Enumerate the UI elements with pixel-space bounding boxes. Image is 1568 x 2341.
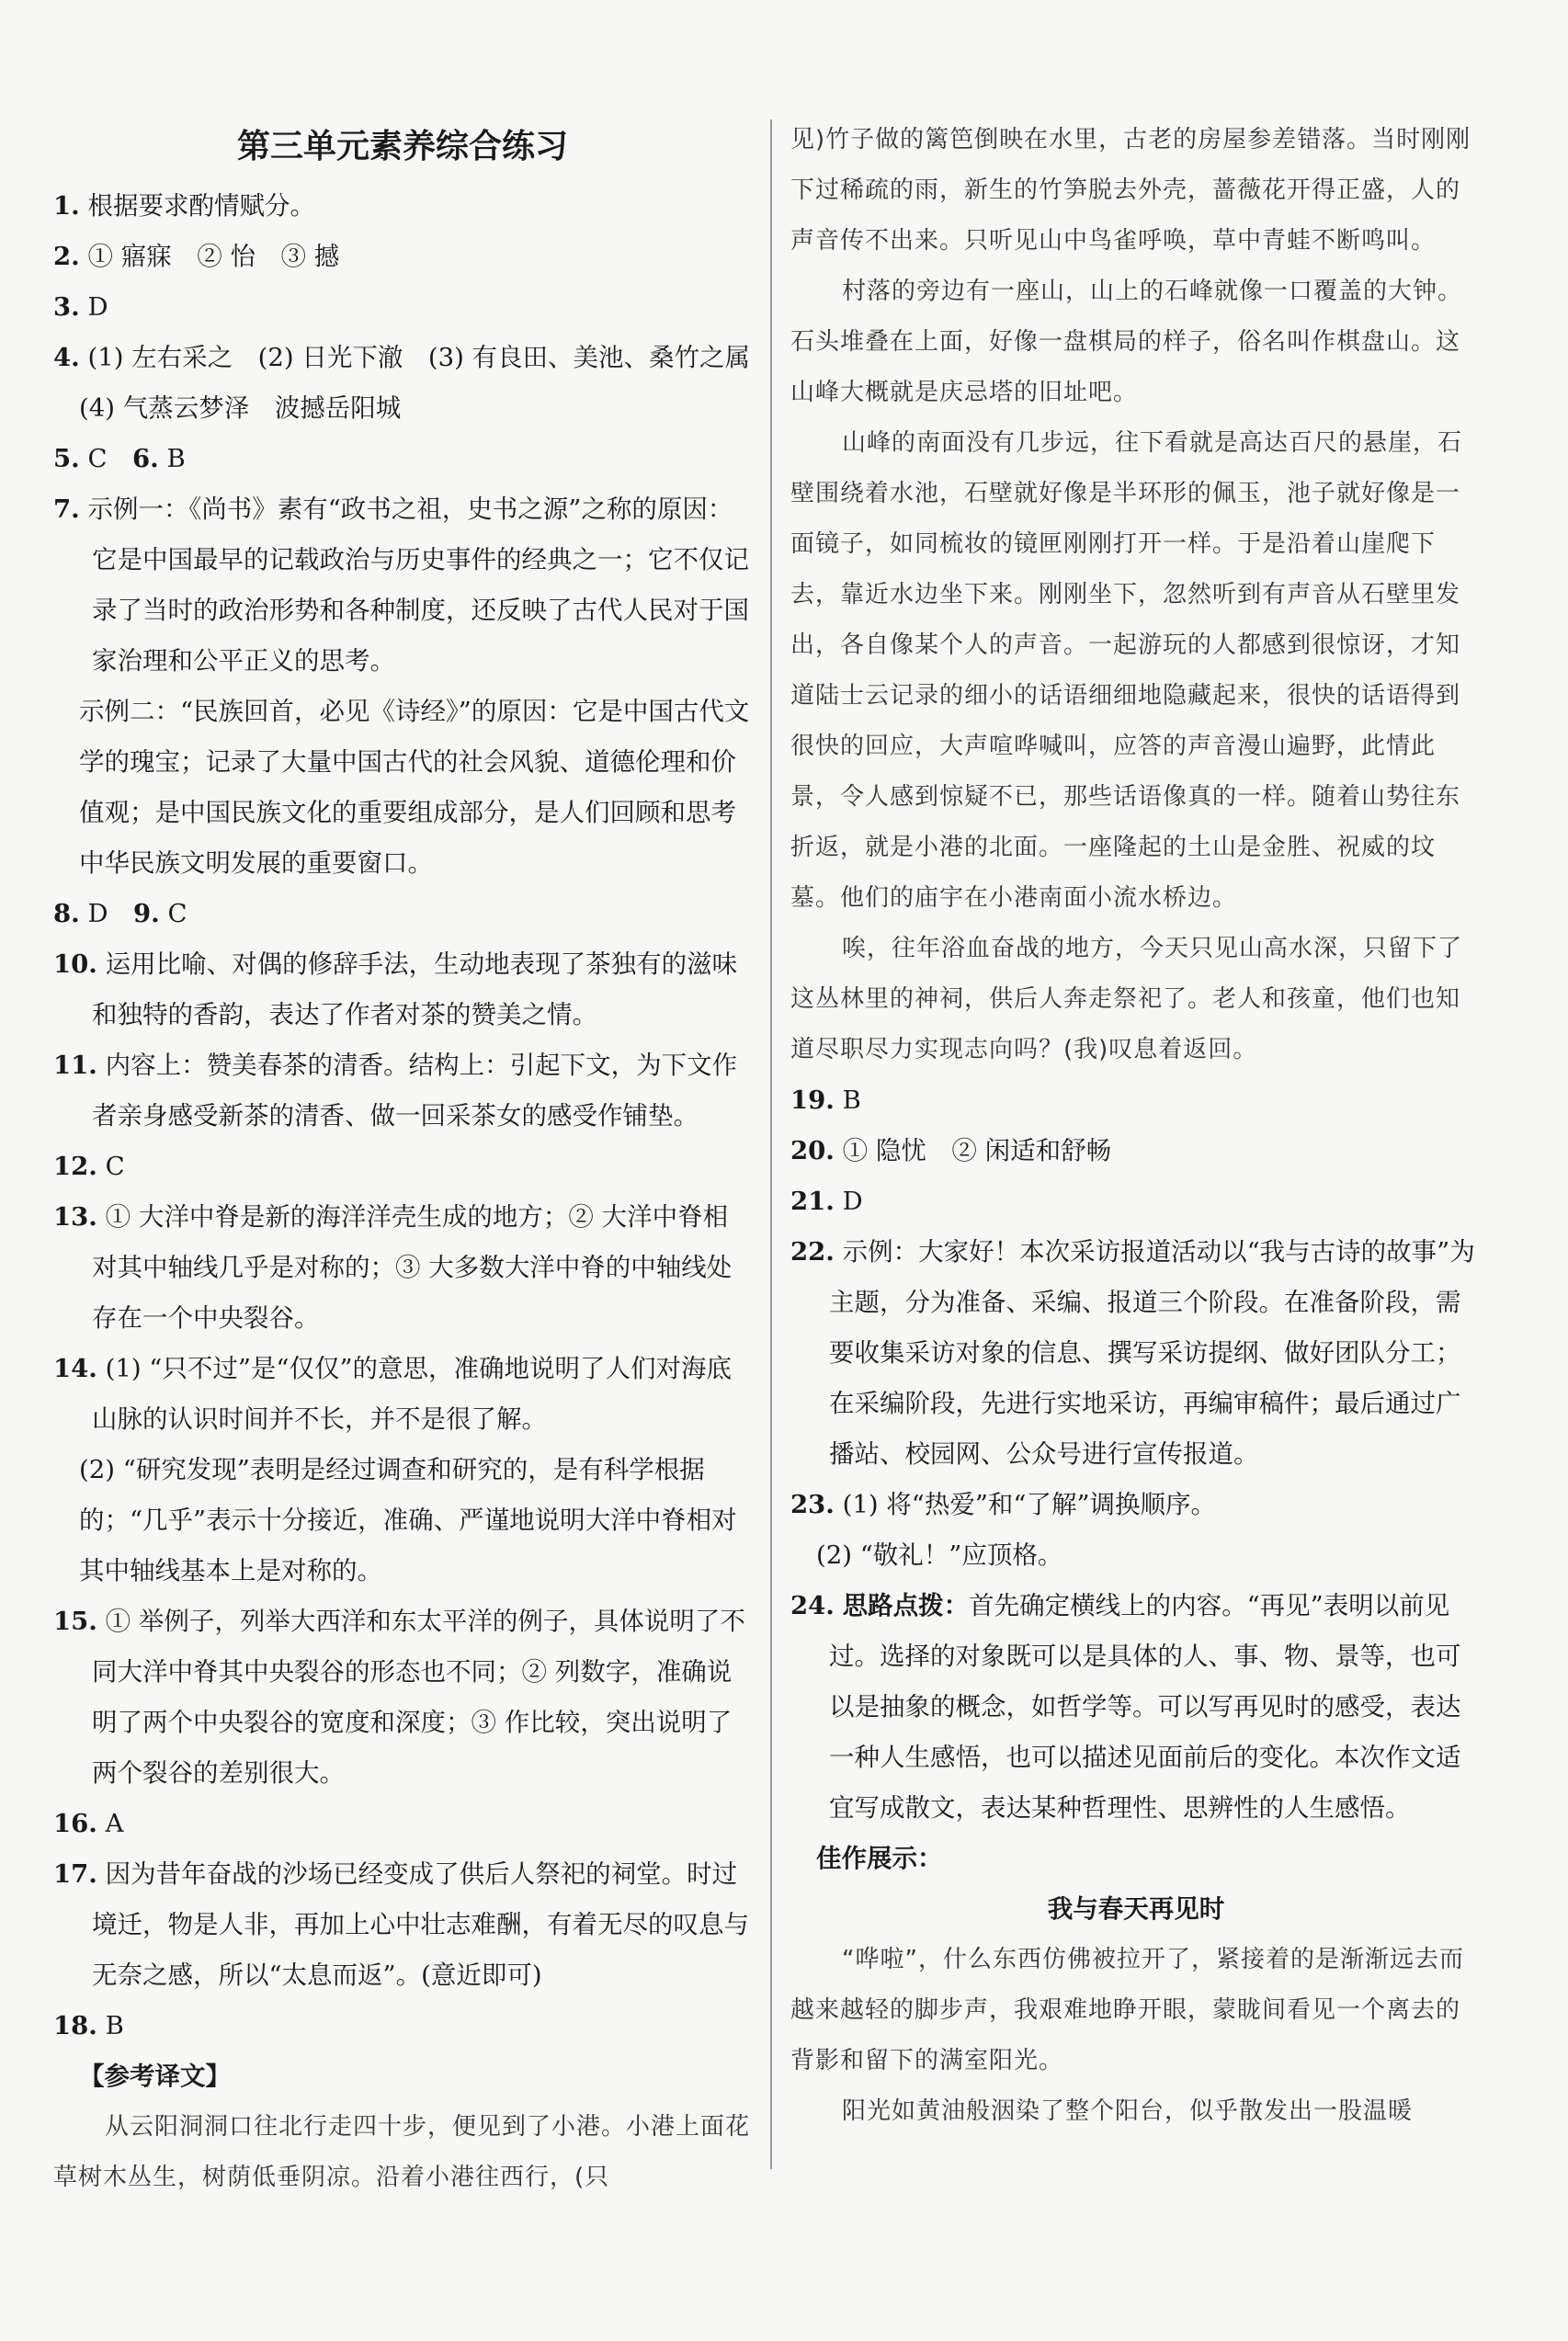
answer-14-part-2: (2) “研究发现”表明是经过调查和研究的，是有科学根据的；“几乎”表示十分接近，准确、严谨地说明大洋中脊相对其中轴线基本上是对称的。: [79, 1455, 737, 1585]
translation-continued: 见)竹子做的篱笆倒映在水里，古老的房屋参差错落。当时刚刚下过稀疏的雨，新生的竹笋脱去外壳，蔷薇花开得正盛，人的声音传不出来。只听见山中鸟雀呼唤，草中青蛙不断鸣叫。: [790, 126, 1471, 255]
answer-24: 24. 思路点拨：首先确定横线上的内容。“再见”表明以前见过。选择的对象既可以是具体的人、事、物、景等，也可以是抽象的概念，如哲学等。可以写再见时的感受，表达一种人生感悟，也可以描述见面前后的变化。本次作文适宜写成散文，表达某种哲理性、思辨性的人生感悟。: [790, 1591, 1461, 1823]
showcase-label: 佳作展示：: [816, 1844, 943, 1873]
answer-16: 16. A: [53, 1809, 124, 1838]
answer-13: 13. ① 大洋中脊是新的海洋洋壳生成的地方；② 大洋中脊相对其中轴线几乎是对称的；③ 大多数大洋中脊的中轴线处存在一个中央裂谷。: [53, 1202, 733, 1333]
answer-number: 15.: [53, 1607, 97, 1636]
answer-number: 24.: [790, 1591, 835, 1620]
answer-number: 4.: [53, 343, 80, 372]
answer-20: 20. ① 隐忧 ② 闲适和舒畅: [790, 1136, 1112, 1165]
answer-number: 3.: [53, 292, 80, 322]
answer-21: 21. D: [790, 1187, 863, 1216]
answer-number: 1.: [53, 191, 80, 221]
answer-22: 22. 示例：大家好！本次采访报道活动以“我与古诗的故事”为主题，分为准备、采编、报道三个阶段。在准备阶段，需要收集采访对象的信息、撰写采访提纲、做好团队分工；在采编阶段，先进行实地采访，再编审稿件；最后通过广播站、校园网、公众号进行宣传报道。: [790, 1237, 1475, 1469]
translation-paragraph-3: 山峰的南面没有几步远，往下看就是高达百尺的悬崖，石壁围绕着水池，石壁就好像是半环形的佩玉，池子就好像是一面镜子，如同梳妆的镜匣刚刚打开一样。于是沿着山崖爬下去，靠近水边坐下来。刚刚坐下，忽然听到有声音从石壁里发出，各自像某个人的声音。一起游玩的人都感到很惊讶，才知道陆士云记录的细小的话语细细地隐藏起来，很快的话语得到很快的回应，大声喧哗喊叫，应答的声音漫山遍野，此情此景，令人感到惊疑不已，那些话语像真的一样。随着山势往东折返，就是小港的北面。一座隆起的土山是金胜、祝威的坟墓。他们的庙宇在小港南面小流水桥边。: [790, 429, 1463, 912]
answer-number: 18.: [53, 2011, 97, 2040]
essay-paragraph-1: “哗啦”，什么东西仿佛被拉开了，紧接着的是渐渐远去而越来越轻的脚步声，我艰难地睁开眼，蒙眬间看见一个离去的背影和留下的满室阳光。: [790, 1946, 1464, 2074]
answer-1: 1. 根据要求酌情赋分。: [53, 191, 315, 221]
essay-title: 我与春天再见时: [1047, 1894, 1225, 1924]
answer-number: 11.: [53, 1051, 97, 1080]
answer-number: 10.: [53, 949, 97, 979]
column-divider: [770, 119, 772, 2169]
answer-number: 16.: [53, 1809, 97, 1838]
answer-7-example-2: 示例二：“民族回首，必见《诗经》”的原因：它是中国古代文学的瑰宝；记录了大量中国古代的社会风貌、道德伦理和价值观；是中国民族文化的重要组成部分，是人们回顾和思考中华民族文明发展的重要窗口。: [79, 697, 750, 878]
translation-paragraph-1: 从云阳洞洞口往北行走四十步，便见到了小港。小港上面花草树木丛生，树荫低垂阴凉。沿着小港往西行，(只: [53, 2113, 751, 2191]
answer-7: 7. 示例一：《尚书》素有“政书之祖，史书之源”之称的原因：它是中国最早的记载政治与历史事件的经典之一；它不仅记录了当时的政治形势和各种制度，还反映了古代人民对于国家治理和公平正义的思考。: [53, 494, 749, 676]
answer-8-9: 8. D 9. C: [53, 899, 187, 928]
answer-number: 23.: [790, 1490, 835, 1519]
answer-2: 2. ① 寤寐 ② 怡 ③ 撼: [53, 242, 340, 271]
answer-3: 3. D: [53, 292, 108, 322]
left-column: [53, 115, 752, 2203]
hint-label: 思路点拨：: [842, 1591, 970, 1620]
essay-paragraph-2: 阳光如黄油般洇染了整个阳台，似乎散发出一股温暖: [842, 2097, 1414, 2125]
answer-number: 7.: [53, 494, 80, 524]
answer-number: 14.: [53, 1354, 97, 1383]
answer-19: 19. B: [790, 1085, 861, 1115]
answer-14: 14. (1) “只不过”是“仅仅”的意思，准确地说明了人们对海底山脉的认识时间并不长，并不是很了解。: [53, 1354, 733, 1434]
answer-number: 2.: [53, 242, 80, 271]
answer-10: 10. 运用比喻、对偶的修辞手法，生动地表现了茶独有的滋味和独特的香韵，表达了作者对茶的赞美之情。: [53, 949, 738, 1029]
answer-number: 22.: [790, 1237, 835, 1267]
answer-23: 23. (1) 将“热爱”和“了解”调换顺序。: [790, 1490, 1217, 1519]
answer-5-6: 5. C 6. B: [53, 444, 186, 473]
answer-number: 17.: [53, 1859, 97, 1889]
translation-paragraph-2: 村落的旁边有一座山，山上的石峰就像一口覆盖的大钟。石头堆叠在上面，好像一盘棋局的样子，俗名叫作棋盘山。这山峰大概就是庆忌塔的旧址吧。: [790, 278, 1463, 406]
right-column: [790, 115, 1482, 2137]
answer-number: 20.: [790, 1136, 835, 1165]
answer-number: 19.: [790, 1085, 835, 1115]
answer-15: 15. ① 举例子，列举大西洋和东太平洋的例子，具体说明了不同大洋中脊其中央裂谷的形态也不同；② 列数字，准确说明了两个中央裂谷的宽度和深度；③ 作比较，突出说明了两个裂谷的差别很大。: [53, 1607, 745, 1788]
answer-number: 21.: [790, 1187, 835, 1216]
translation-paragraph-4: 唉，往年浴血奋战的地方，今天只见山高水深，只留下了这丛林里的神祠，供后人奔走祭祀了。老人和孩童，他们也知道尽职尽力实现志向吗？(我)叹息着返回。: [790, 935, 1463, 1063]
answer-number: 12.: [53, 1152, 97, 1181]
answer-23-part-2: (2) “敬礼！”应顶格。: [816, 1540, 1063, 1570]
answer-4-line2: (4) 气蒸云梦泽 波撼岳阳城: [79, 393, 402, 423]
answer-17: 17. 因为昔年奋战的沙场已经变成了供后人祭祀的祠堂。时过境迁，物是人非，再加上心中壮志难酬，有着无尽的叹息与无奈之感，所以“太息而返”。(意近即可): [53, 1859, 749, 1990]
answer-number: 13.: [53, 1202, 97, 1232]
answer-11: 11. 内容上：赞美春茶的清香。结构上：引起下文，为下文作者亲身感受新茶的清香、做一回采茶女的感受作铺垫。: [53, 1051, 738, 1131]
answer-4: 4. (1) 左右采之 (2) 日光下澈 (3) 有良田、美池、桑竹之属: [53, 343, 751, 372]
page-title: 第三单元素养综合练习: [236, 127, 568, 165]
answer-18: 18. B: [53, 2011, 124, 2040]
answer-12: 12. C: [53, 1152, 125, 1181]
reference-translation-label: 【参考译文】: [79, 2062, 231, 2091]
